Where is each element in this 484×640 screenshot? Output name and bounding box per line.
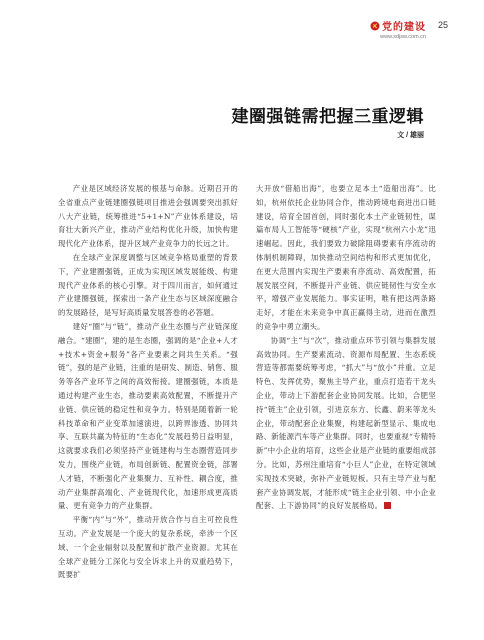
paragraph-final [256, 334, 436, 513]
publication-logo [370, 18, 426, 40]
paragraph: 产业是区域经济发展的根基与命脉。近期召开的全省重点产业链建圈强链项目推进会强调要突出抓好八大产业链，统筹推进“5+1+N”产业体系建设，培育壮大新兴产业，推动产业结构优化升级，加快构建现代化产业体系，提升区域产业竞争力的长远之计。 [58, 184, 238, 249]
article-column-right [256, 182, 436, 513]
website-url: www.sdjsw.com.cn [380, 34, 426, 40]
article-byline: 文 / 雄丽 [397, 132, 424, 139]
paragraph: 大开放“借船出海”，也要立足本土“造船出海”。比如，杭州依托企业协同合作，推动跨境电商进出口链建设，培育全国首创，同时强化本土产业链韧性，谋篇布局人工智能等“硬核”产业，实现“杭州六小龙”迅速崛起。因此，我们要致力破除阻碍要素有序流动的体制机制障碍，加快推动空间结构和形式更加优化，在更大范围内实现生产要素有序流动、高效配置，拓展发展空间，不断提升产业链、供应链韧性与安全水平，增强产业发展能力。事实证明，唯有把这两条路走好，才能在未来竞争中真正赢得主动，进而在激烈的竞争中勇立潮头。 [256, 184, 436, 331]
article-title: 建圈强链需把握三重逻辑 [231, 107, 424, 126]
page-header [0, 12, 484, 52]
logo-text: 党的建设 [382, 22, 426, 33]
paragraph: 平衡“内”与“外”，推动开放合作与自主可控良性互动。产业发展是一个庞大的复杂系统，牵涉一个区域、一个企业辐射以及配置和扩散产业资源。尤其在全球产业链分工深化与安全诉求上升的双重趋势下，既要扩 [58, 515, 238, 580]
paragraph: 建好“圈”与“链”，推动产业生态圈与产业链深度融合。“建圈”，建的是生态圈，强调的是“企业+人才+技术+资金+服务”各产业要素之间共生关系。“强链”，强的是产业链，注重的是研发、制造、销售、服务等各产业环节之间的高效衔接。建圈强链，本质是通过构建产业生态，推动要素高效配置，不断提升产业链、供应链的稳定性和竞争力。特别是随着新一轮科技革命和产业变革加速演进，以跨界渗透、协同共享、互联共赢为特征的“生态化”发展趋势日益明显，这就要求我们必须坚持产业链建构与生态圈营造同步发力，围绕产业链，布局创新链、配置资金链，部署人才链，不断强化产业集聚力、互补性、耦合度，推动产业集群高端化、产业链现代化，加速形成更高质量、更有竞争力的产业集群。 [58, 321, 238, 511]
end-of-article-icon [384, 502, 391, 509]
paragraph: 在全球产业深度调整与区域竞争格局重塑的背景下，产业建圈强链，正成为实现区域发展能级、构建现代产业体系的核心引擎。对于四川而言，如何通过产业建圈强链，探索出一条产业生态与区域深度融合的发展路径，是写好高质量发展答卷的必答题。 [58, 252, 238, 318]
party-emblem-icon [370, 21, 380, 31]
page-number: 25 [437, 20, 448, 30]
paragraph-text: 协调“主”与“次”，推动重点环节引领与集群发展高效协同。生产要素流动、资源布局配置、生态系统营造等都需要统筹考虑，“抓大”与“放小”并重。立足特色、发挥优势，聚焦主导产业，重点打造若干龙头企业，带动上下游配套企业协同发展。比如，合肥坚持“链主”企业引领，引进京东方、长鑫、蔚来等龙头企业，带动配套企业集聚，构建起新型显示、集成电路、新能源汽车等产业集群。同时，也要重视“专精特新”中小企业的培育，这些企业是产业链的重要组成部分。比如，苏州注重培育“小巨人”企业，在特定领域实现技术突破，弥补产业链短板。只有主导产业与配套产业协调发展，才能形成“链主企业引领、中小企业配套、上下游协同”的良好发展格局。 [256, 335, 436, 511]
article-column-left [58, 182, 238, 582]
